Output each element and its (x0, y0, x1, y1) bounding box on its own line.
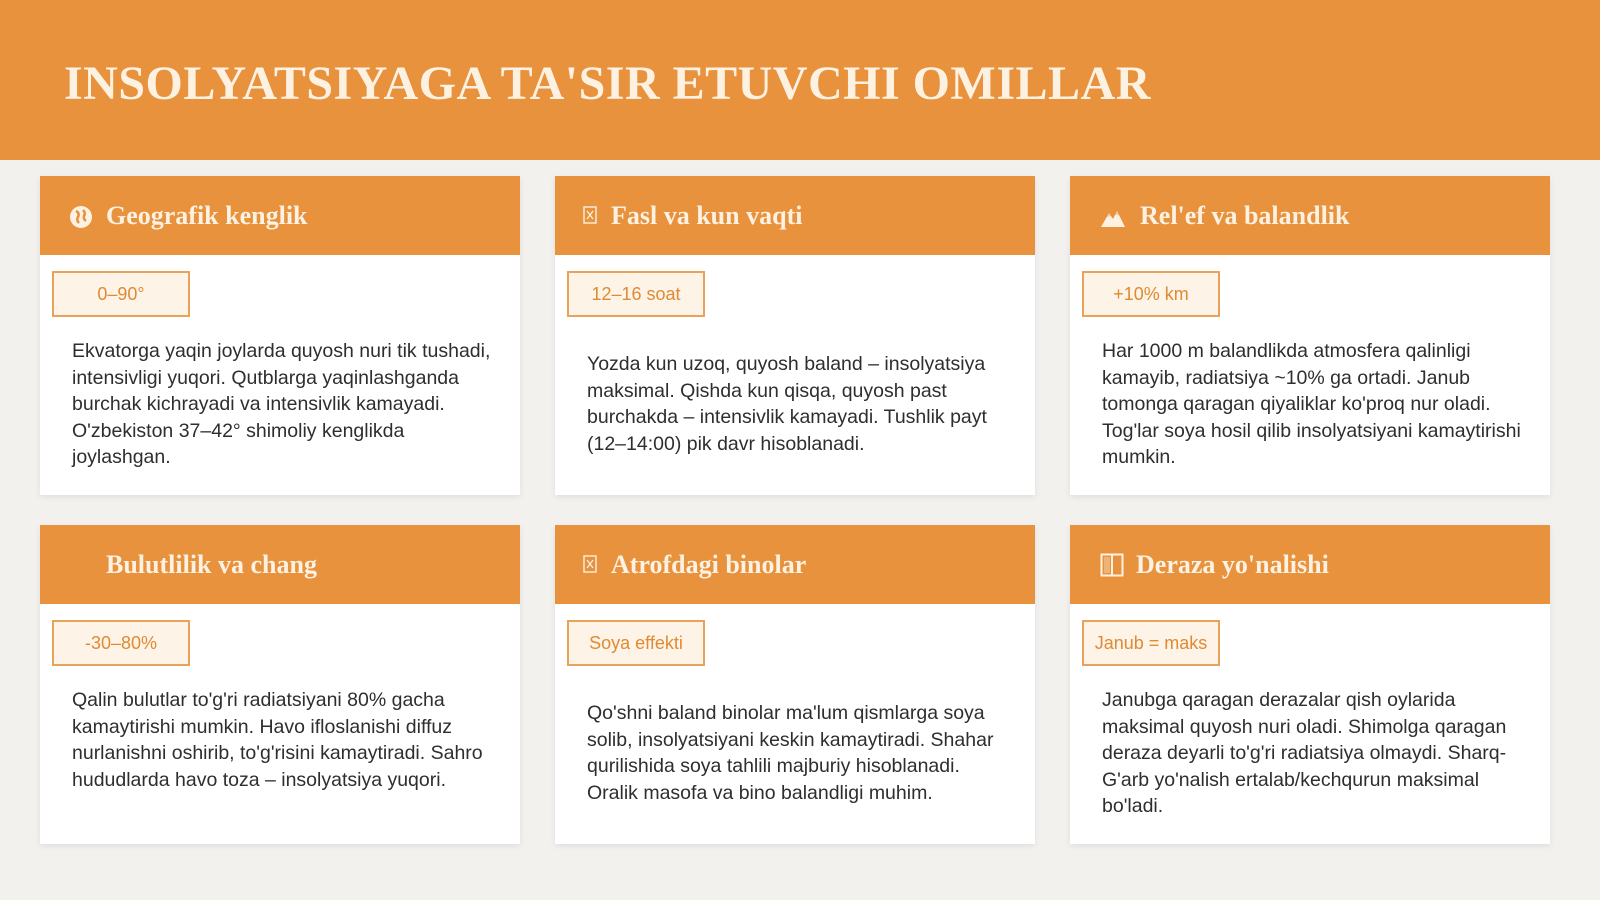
card-atrofdagi-binolar (555, 525, 1035, 844)
value-badge: -30–80% (52, 620, 190, 666)
globe-icon (68, 204, 94, 230)
value-badge: 12–16 soat (567, 271, 705, 317)
window-icon (1100, 553, 1124, 577)
clock-icon (583, 206, 597, 224)
card-title: Atrofdagi binolar (611, 550, 807, 579)
card-title: Rel'ef va balandlik (1140, 201, 1350, 230)
card-title: Fasl va kun vaqti (611, 201, 803, 230)
value-badge: Janub = maks (1082, 620, 1220, 666)
building-icon (583, 555, 597, 573)
card-title: Geografik kenglik (106, 201, 308, 230)
card-header (1070, 176, 1550, 255)
card-header (1070, 525, 1550, 604)
value-badge: 0–90° (52, 271, 190, 317)
card-title: Bulutlilik va chang (106, 550, 317, 579)
card-bulutlilik-va-chang (40, 525, 520, 844)
card-description: Janubga qaragan derazalar qish oylarida maksimal quyosh nuri oladi. Shimolga qaragan deraza deyarli to'g'ri radiatsiya olmaydi. Sharq-G'arb yo'nalish ertalab/kechqurun maksimal bo'ladi. (1102, 689, 1507, 817)
card-header (555, 525, 1035, 604)
card-description: Yozda kun uzoq, quyosh baland – insolyatsiya maksimal. Qishda kun qisqa, quyosh past burchakda – intensivlik kamayadi. Tushlik payt (12–14:00) pik davr hisoblanadi. (587, 353, 987, 455)
page-header (0, 0, 1600, 160)
page-title: INSOLYATSIYAGA TA'SIR ETUVCHI OMILLAR (64, 57, 1151, 110)
card-header (555, 176, 1035, 255)
card-geografik-kenglik (40, 176, 520, 495)
card-description: Qo'shni baland binolar ma'lum qismlarga soya solib, insolyatsiyani keskin kamaytiradi. Shahar qurilishida soya tahlili majburiy hisoblanadi. Oralik masofa va bino balandligi muhim. (587, 702, 994, 804)
card-description: Har 1000 m balandlikda atmosfera qalinligi kamayib, radiatsiya ~10% ga ortadi. Janub tomonga qaragan qiyaliklar ko'proq nur oladi. Tog'lar soya hosil qilib insolyatsiyani kamaytirishi mumkin. (1102, 340, 1521, 468)
card-description: Ekvatorga yaqin joylarda quyosh nuri tik tushadi, intensivligi yuqori. Qutblarga yaqinlashganda burchak kichrayadi va intensivlik kamayadi. O'zbekiston 37–42° shimoliy kenglikda joylashgan. (72, 340, 491, 468)
mountain-icon (1100, 205, 1126, 231)
card-fasl-va-kun-vaqti (555, 176, 1035, 495)
card-header (40, 176, 520, 255)
cloud-icon (68, 553, 94, 579)
value-badge: Soya effekti (567, 620, 705, 666)
card-relef-va-balandlik (1070, 176, 1550, 495)
card-description: Qalin bulutlar to'g'ri radiatsiyani 80% gacha kamaytirishi mumkin. Havo ifloslanishi diffuz nurlanishni oshirib, to'g'risini kamaytiradi. Sahro hududlarda havo toza – insolyatsiya yuqori. (72, 689, 483, 791)
card-deraza-yonalishi (1070, 525, 1550, 844)
card-title: Deraza yo'nalishi (1136, 550, 1329, 579)
value-badge: +10% km (1082, 271, 1220, 317)
card-header (40, 525, 520, 604)
